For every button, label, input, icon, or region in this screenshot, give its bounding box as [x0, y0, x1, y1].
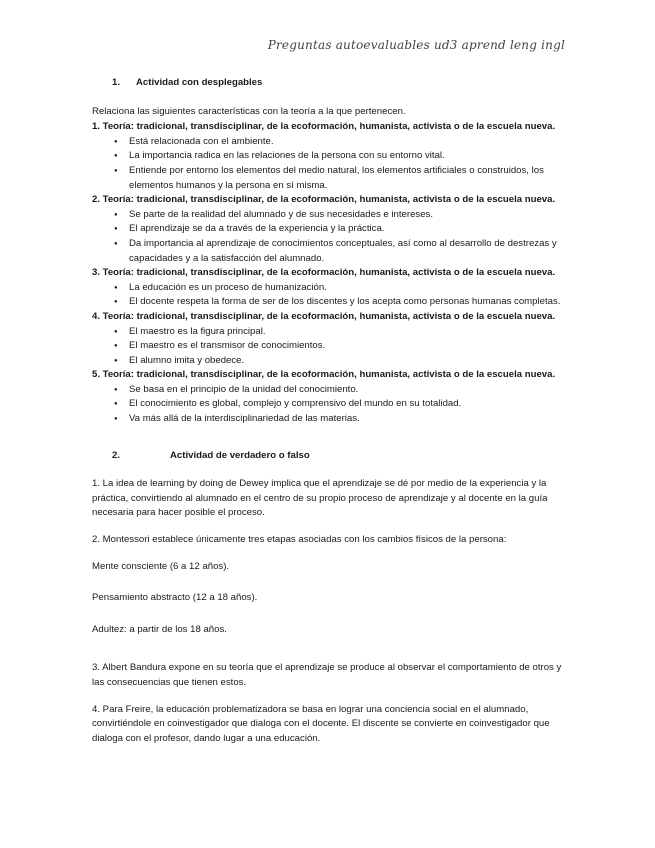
list-item: ● Da importancia al aprendizaje de conocimientos conceptuales, así como al desarrollo de destrezas y capacidades y a la satisfacción del alumnado.	[92, 237, 567, 266]
list-item: ● El conocimiento es global, complejo y comprensivo del mundo en su totalidad.	[92, 397, 567, 412]
true-false-item-2: 2. Montessori establece únicamente tres etapas asociadas con los cambios físicos de la persona:	[92, 534, 507, 546]
montessori-stage-2: Pensamiento abstracto (12 a 18 años).	[92, 592, 258, 604]
question-block-4	[92, 310, 567, 368]
question-block-1	[92, 120, 567, 193]
document-body	[92, 76, 567, 758]
list-item: ● Se parte de la realidad del alumnado y de sus necesidades e intereses.	[92, 208, 567, 223]
montessori-stage-1: Mente consciente (6 a 12 años).	[92, 560, 230, 572]
list-item: ● La educación es un proceso de humanización.	[92, 281, 567, 296]
list-item: ● Entiende por entorno los elementos del medio natural, los elementos artificiales o construidos, los elementos humanos y la persona en sí misma.	[92, 164, 567, 193]
section1-number: 1.	[112, 77, 121, 88]
question-block-2	[92, 193, 567, 266]
question-title: 4. Teoría: tradicional, transdisciplinar, de la ecoformación, humanista, activista o de la escuela nueva.	[92, 310, 556, 322]
section2-heading	[92, 449, 567, 464]
section2-number: 2.	[112, 449, 121, 461]
section2-title: Actividad de verdadero o falso	[170, 449, 310, 461]
question-block-3	[92, 266, 567, 310]
list-item: ● Va más allá de la interdisciplinariedad de las materias.	[92, 412, 567, 427]
section1-heading	[92, 76, 567, 91]
question-title: 3. Teoría: tradicional, transdisciplinar, de la ecoformación, humanista, activista o de la escuela nueva.	[92, 267, 556, 279]
list-item: ● El alumno imita y obedece.	[92, 354, 567, 369]
list-item: ● El docente respeta la forma de ser de los discentes y los acepta como personas humanas completas.	[92, 295, 567, 310]
question-title: 2. Teoría: tradicional, transdisciplinar, de la ecoformación, humanista, activista o de la escuela nueva.	[92, 194, 556, 206]
question-title: 5. Teoría: tradicional, transdisciplinar, de la ecoformación, humanista, activista o de la escuela nueva.	[92, 369, 556, 381]
list-item: ● El maestro es el transmisor de conocimientos.	[92, 339, 567, 354]
question-block-5	[92, 368, 567, 426]
true-false-item-3: 3. Albert Bandura expone en su teoría que el aprendizaje se produce al observar el comportamiento de otros y las consecuencias que tienen estos.	[92, 662, 562, 688]
true-false-item-4: 4. Para Freire, la educación problematizadora se basa en lograr una conciencia social en el alumnado, convirtiéndole en coinvestigador que dialoga con el docente. El discente se convierte en coinvestigador que dialoga con el profesor, dando lugar a una educación.	[92, 703, 550, 744]
list-item: ● El aprendizaje se da a través de la experiencia y la práctica.	[92, 222, 567, 237]
list-item: ● Está relacionada con el ambiente.	[92, 135, 567, 150]
montessori-stage-3: Adultez: a partir de los 18 años.	[92, 623, 227, 635]
list-item: ● El maestro es la figura principal.	[92, 325, 567, 340]
true-false-item-1: 1. La idea de learning by doing de Dewey implica que el aprendizaje se dé por medio de la experiencia y la práctica, convirtiendo al alumnado en el centro de su propio proceso de aprendizaje y al docente en la guía necesaria para hacer posible el proceso.	[92, 478, 548, 519]
section1-title: Actividad con desplegables	[136, 77, 263, 88]
list-item: ● Se basa en el principio de la unidad del conocimiento.	[92, 383, 567, 398]
section1-intro: Relaciona las siguientes características con la teoría a la que pertenecen.	[92, 105, 406, 117]
list-item: ● La importancia radica en las relaciones de la persona con su entorno vital.	[92, 149, 567, 164]
page-header: Preguntas autoevaluables ud3 aprend leng ingl	[267, 38, 565, 52]
question-title: 1. Teoría: tradicional, transdisciplinar, de la ecoformación, humanista, activista o de la escuela nueva.	[92, 121, 556, 133]
